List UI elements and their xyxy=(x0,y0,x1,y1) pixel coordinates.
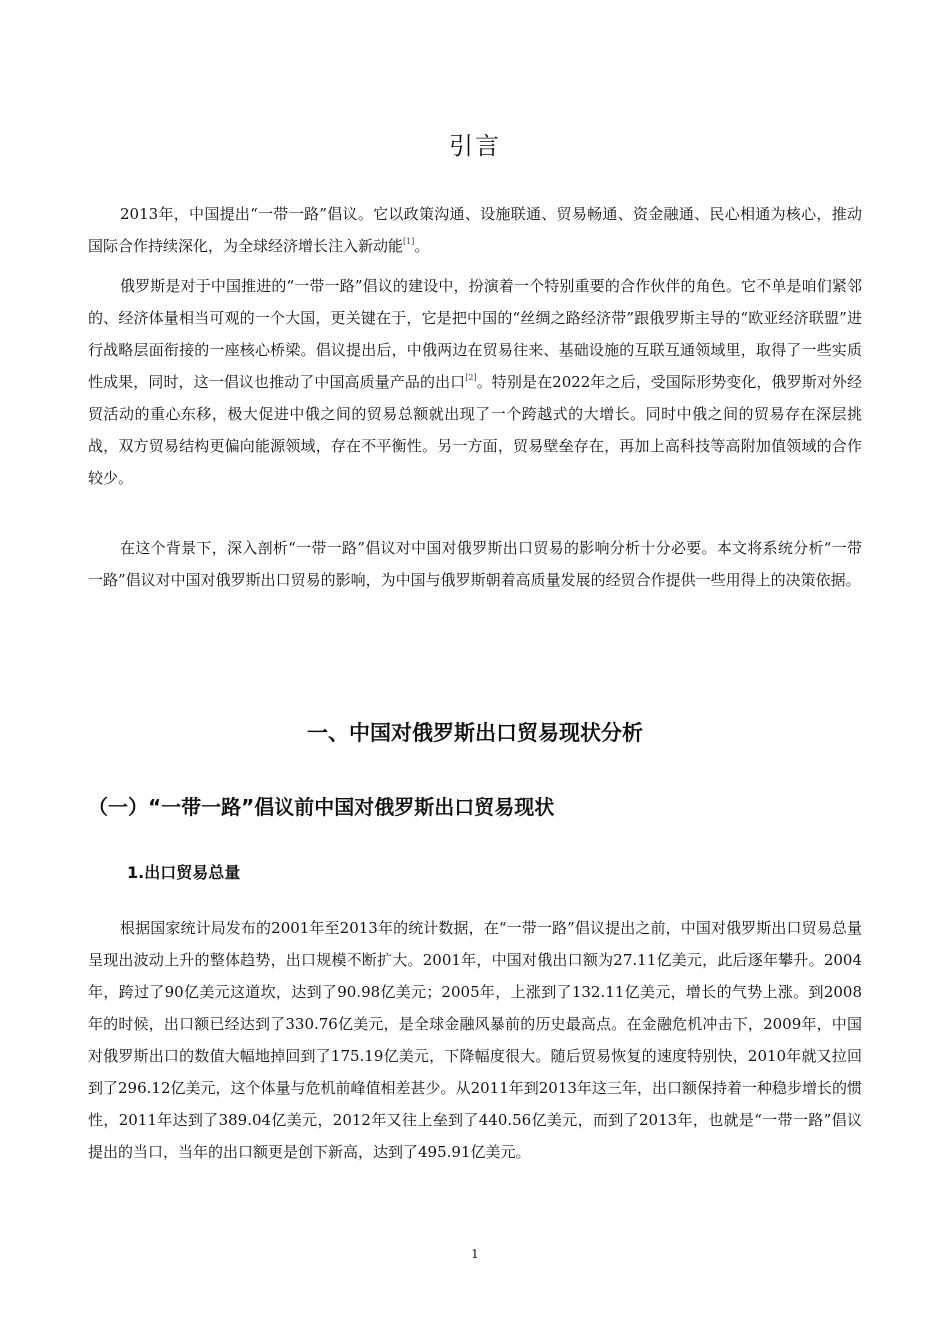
intro-paragraph-1-end: 。 xyxy=(414,237,430,255)
intro-paragraph-2-text-b: 。特别是在2022年之后，受国际形势变化，俄罗斯对外经贸活动的重心东移，极大促进中俄之间的贸易总额就出现了一个跨越式的大增长。同时中俄之间的贸易存在深层挑战，双方贸易结构更偏向能源领域，存在不平衡性。另一方面，贸易壁垒存在，再加上高科技等高附加值领域的合作较少。 xyxy=(88,373,862,487)
intro-paragraph-1 xyxy=(88,198,862,262)
citation-2: [2] xyxy=(465,373,477,382)
subsection-heading: （一）“一带一路”倡议前中国对俄罗斯出口贸易现状 xyxy=(88,795,555,819)
page-number: 1 xyxy=(471,1247,479,1261)
item-heading: 1.出口贸易总量 xyxy=(127,863,241,882)
page-title: 引言 xyxy=(449,132,501,160)
intro-paragraph-3: 在这个背景下，深入剖析“一带一路”倡议对中国对俄罗斯出口贸易的影响分析十分必要。本文将系统分析“一带一路”倡议对中国对俄罗斯出口贸易的影响，为中国与俄罗斯朝着高质量发展的经贸合作提供一些用得上的决策依据。 xyxy=(88,539,862,589)
citation-1: [1] xyxy=(403,237,415,246)
intro-paragraph-2-text-a: 俄罗斯是对于中国推进的“一带一路”倡议的建设中，扮演着一个特别重要的合作伙伴的角色。它不单是咱们紧邻的、经济体量相当可观的一个大国，更关键在于，它是把中国的“丝绸之路经济带”跟俄罗斯主导的“欧亚经济联盟”进行战略层面衔接的一座核心桥梁。倡议提出后，中俄两边在贸易往来、基础设施的互联互通领域里，取得了一些实质性成果，同时，这一倡议也推动了中国高质量产品的出口 xyxy=(88,277,862,391)
intro-paragraph-1-text: 2013年，中国提出“一带一路”倡议。它以政策沟通、设施联通、贸易畅通、资金融通、民心相通为核心，推动国际合作持续深化，为全球经济增长注入新动能 xyxy=(88,205,862,255)
section-heading: 一、中国对俄罗斯出口贸易现状分析 xyxy=(307,721,643,745)
body-paragraph: 根据国家统计局发布的2001年至2013年的统计数据，在“一带一路”倡议提出之前，中国对俄罗斯出口贸易总量呈现出波动上升的整体趋势，出口规模不断扩大。2001年，中国对俄出口额为27.11亿美元，此后逐年攀升。2004年，跨过了90亿美元这道坎，达到了90.98亿美元；2005年，上涨到了132.11亿美元，增长的气势上涨。到2008年的时候，出口额已经达到了330.76亿美元，是全球金融风暴前的历史最高点。在金融危机冲击下，2009年，中国对俄罗斯出口的数值大幅地掉回到了175.19亿美元，下降幅度很大。随后贸易恢复的速度特别快，2010年就又拉回到了296.12亿美元，这个体量与危机前峰值相差甚少。从2011年到2013年这三年，出口额保持着一种稳步增长的惯性，2011年达到了389.04亿美元，2012年又往上垒到了440.56亿美元，而到了2013年，也就是“一带一路”倡议提出的当口，当年的出口额更是创下新高，达到了495.91亿美元。 xyxy=(88,919,862,1161)
intro-paragraph-2 xyxy=(88,270,862,494)
